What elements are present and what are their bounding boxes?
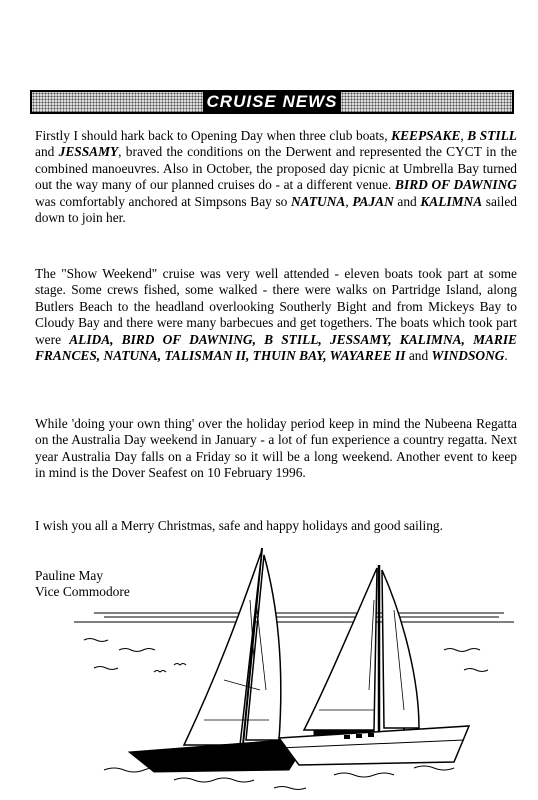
boat-name: BIRD OF DAWNING — [395, 177, 517, 193]
boat-name: KEEPSAKE — [391, 128, 461, 143]
paragraph-show-weekend: The "Show Weekend" cruise was very well attended - eleven boats took part at some stage. Some crews fished, some walked - there were walks on Partridge Island, along Butlers Beach to the headland overlooking Southerly Bight and from Mickeys Bay to Cloudy Bay and there were many barbecues and get togethers. The boats which took part were ALIDA, BIRD OF DAWNING, B STILL, JESSAMY, KALIMNA, MARIE FRANCES, NATUNA, TALISMAN II, THUIN BAY, WAYAREE II and WINDSONG. — [35, 266, 517, 364]
signature-name: Pauline May — [35, 568, 104, 583]
sailboats-icon — [74, 540, 514, 795]
paragraph-nubeena-regatta: While 'doing your own thing' over the holiday period keep in mind the Nubeena Regatta on the Australia Day weekend in January - a lot of fun experience a country regatta. Next year Australia Day falls on a Friday so it will be a long weekend. Another event to keep in mind is the Dover Seafest on 10 February 1996. — [35, 416, 517, 481]
boat-name: B STILL — [467, 128, 517, 143]
section-title: CRUISE NEWS — [203, 92, 342, 112]
boat-name: PAJAN — [352, 193, 394, 209]
signature-role: Vice Commodore — [35, 584, 130, 599]
boat-list: ALIDA, BIRD OF DAWNING, B STILL, JESSAMY, KALIMNA, MARIE FRANCES, NATUNA, TALISMAN II, THUIN BAY, WAYAREE II — [35, 331, 517, 364]
boat-name: NATUNA — [291, 193, 346, 209]
section-banner — [30, 90, 514, 114]
boat-name: KALIMNA — [420, 193, 483, 209]
paragraph-greeting: I wish you all a Merry Christmas, safe and happy holidays and good sailing. — [35, 518, 443, 533]
boat-name: WINDSONG — [431, 348, 505, 364]
boat-name: JESSAMY — [58, 144, 119, 160]
paragraph-opening-day: Firstly I should hark back to Opening Day when three club boats, KEEPSAKE, B STILL and JESSAMY, braved the conditions on the Derwent and represented the CYCT in the combined manoeuvres. Also in October, the proposed day picnic at Umbrella Bay turned out the way many of our planned cruises do - at a different venue. BIRD OF DAWNING was comfortably anchored at Simpsons Bay so NATUNA, PAJAN and KALIMNA sailed down to join her. — [35, 128, 517, 226]
